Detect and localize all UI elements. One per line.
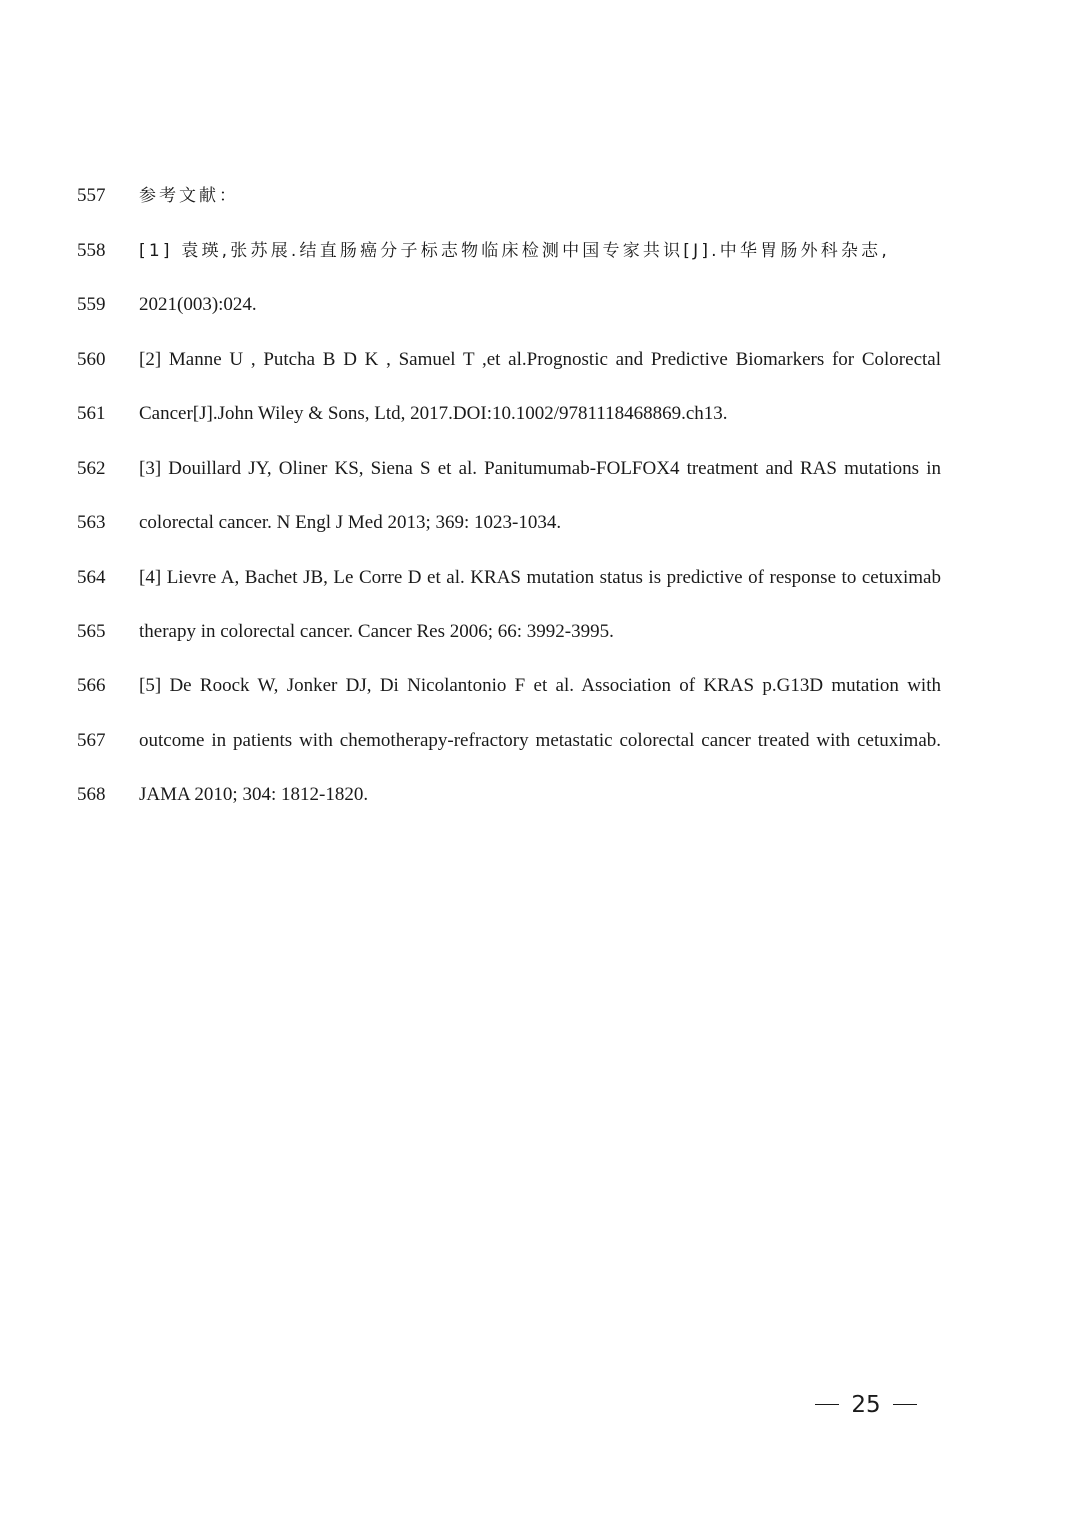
reference-text: [2] Manne U , Putcha B D K , Samuel T ,et al.Prognostic and Predictive Biomarkers for Colorectal [139, 349, 941, 370]
reference-line [0, 726, 1080, 756]
reference-line [0, 345, 1080, 375]
reference-text: Cancer[J].John Wiley & Sons, Ltd, 2017.DOI:10.1002/9781118468869.ch13. [139, 403, 728, 424]
reference-heading-line [0, 181, 1080, 211]
line-number: 562 [77, 458, 106, 479]
reference-text: therapy in colorectal cancer. Cancer Res 2006; 66: 3992-3995. [139, 621, 614, 642]
page-number: 25 [851, 1392, 881, 1418]
line-number: 559 [77, 294, 106, 315]
line-number: 561 [77, 403, 106, 424]
references-heading: 参考文献： [139, 186, 239, 206]
line-number: 560 [77, 349, 106, 370]
reference-line [0, 454, 1080, 484]
footer-dash-right [893, 1404, 917, 1405]
reference-line [0, 780, 1080, 810]
reference-text: JAMA 2010; 304: 1812-1820. [139, 784, 369, 805]
reference-text: [3] Douillard JY, Oliner KS, Siena S et al. Panitumumab-FOLFOX4 treatment and RAS mutations in [139, 458, 941, 479]
line-number: 558 [77, 240, 106, 261]
line-number: 565 [77, 621, 106, 642]
footer-dash-left [815, 1404, 839, 1405]
reference-text: outcome in patients with chemotherapy-refractory metastatic colorectal cancer treated with cetuximab. [139, 730, 941, 751]
reference-line [0, 508, 1080, 538]
reference-line [0, 671, 1080, 701]
line-number: 564 [77, 567, 106, 588]
line-number: 567 [77, 730, 106, 751]
reference-text: colorectal cancer. N Engl J Med 2013; 369: 1023-1034. [139, 512, 562, 533]
reference-text: [4] Lievre A, Bachet JB, Le Corre D et al. KRAS mutation status is predictive of response to cetuximab [139, 567, 941, 588]
line-number: 568 [77, 784, 106, 805]
reference-line [0, 290, 1080, 320]
reference-line [0, 563, 1080, 593]
reference-line [0, 399, 1080, 429]
reference-text: [1] 袁瑛,张苏展.结直肠癌分子标志物临床检测中国专家共识[J].中华胃肠外科杂志, [139, 241, 890, 261]
line-number: 557 [77, 185, 106, 206]
page-footer [812, 1388, 918, 1422]
line-number: 563 [77, 512, 106, 533]
reference-text: [5] De Roock W, Jonker DJ, Di Nicolantonio F et al. Association of KRAS p.G13D mutation with [139, 675, 941, 696]
reference-text: 2021(003):024. [139, 294, 257, 315]
reference-line [0, 617, 1080, 647]
reference-line [0, 236, 1080, 266]
line-number: 566 [77, 675, 106, 696]
